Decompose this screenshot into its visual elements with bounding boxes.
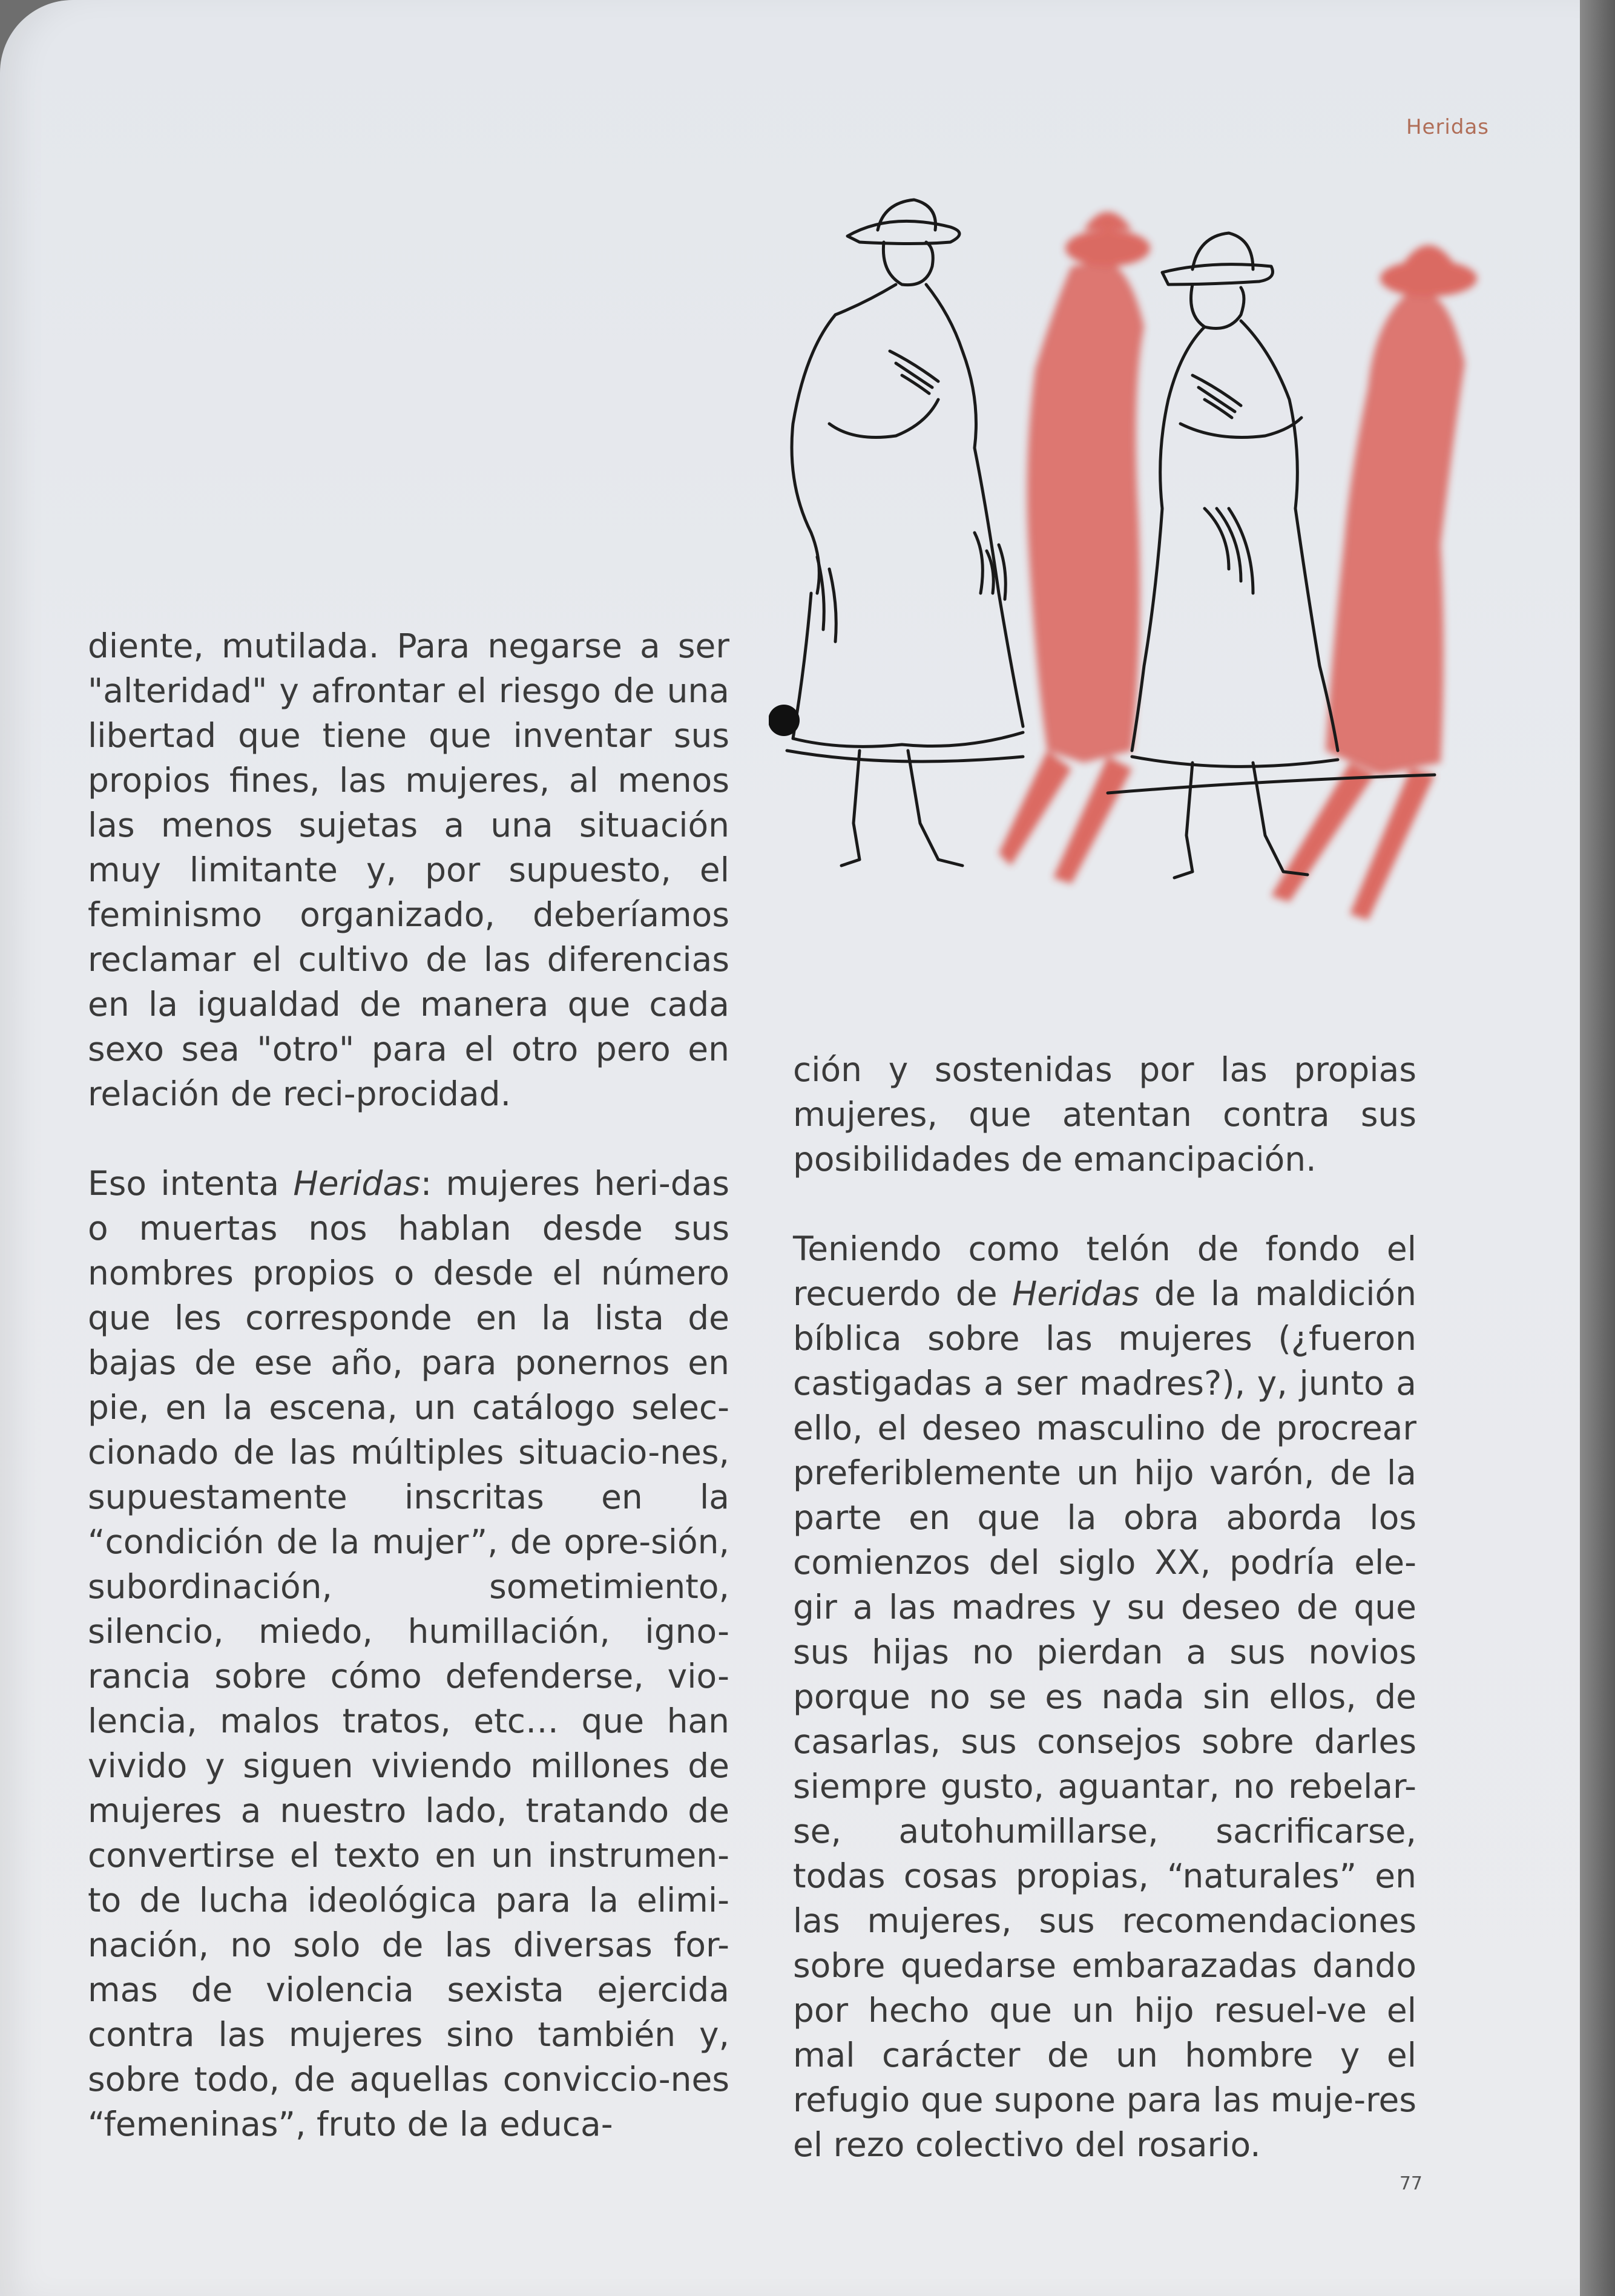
left-paragraph-2 <box>88 1161 729 2146</box>
red-shadow-figure-right <box>1271 245 1477 920</box>
left-paragraph-2-rest: : mujeres heri-das o muertas nos hablan desde sus nombres propios o desde el número que les corresponde en la lista de bajas de ese año, para ponernos en pie, en la escena, un catálogo selec-cionado de las múltiples situacio-nes, supuestamente inscritas en la “condición de la mujer”, de opre-sión, subordinación, sometimiento, silencio, miedo, humillación, igno-rancia sobre cómo defenderse, vio-lencia, malos tratos, etc… que han vivido y siguen viviendo millones de mujeres a nuestro lado, tratando de convertirse el texto en un instrumen-to de lucha ideológica para la elimi-nación, no solo de las diversas for-mas de violencia sexista ejercida contra las mujeres sino también y, sobre todo, de aquellas conviccio-nes “femeninas”, fruto de la educa- <box>88 1164 729 2143</box>
page-number: 77 <box>1399 2173 1423 2194</box>
ink-blot <box>769 705 800 736</box>
right-paragraph-1: ción y sostenidas por las propias mujeres, que atentan contra sus posibilidades de emancipación. <box>793 1050 1416 1179</box>
ink-figure-left <box>787 200 1023 866</box>
right-paragraph-2-start: Teniendo como telón de fondo el recuerdo de <box>793 1229 1416 1313</box>
book-spine-edge <box>1580 0 1615 2296</box>
illustration-women-and-red-shadows <box>769 169 1568 956</box>
right-paragraph-2-rest: de la maldición bíblica sobre las mujeres (¿fueron castigadas a ser madres?), y, junto a ello, el deseo masculino de procrear preferiblemente un hijo varón, de la parte en que la obra aborda los comienzos del siglo XX, podría ele-gir a las madres y su deseo de que sus hijas no pierdan a sus novios porque no se es nada sin ellos, de casarlas, sus consejos sobre darles siempre gusto, aguantar, no rebelar-se, autohumillarse, sacrificarse, todas cosas propias, “naturales” en las mujeres, sus recomendaciones sobre quedarse embarazadas dando por hecho que un hijo resuel-ve el mal carácter de un hombre y el refugio que supone para las muje-res el rezo colectivo del rosario. <box>793 1274 1416 2164</box>
left-paragraph-1: diente, mutilada. Para negarse a ser "alteridad" y afrontar el riesgo de una libertad que tiene que inventar sus propios fines, las mujeres, al menos las menos sujetas a una situación muy limitante y, por supuesto, el feminismo organizado, deberíamos reclamar el cultivo de las diferencias en la igualdad de manera que cada sexo sea "otro" para el otro pero en relación de reci-procidad. <box>88 627 729 1113</box>
left-paragraph-2-start: Eso intenta <box>88 1164 294 1203</box>
work-title-italic: Heridas <box>293 1164 421 1203</box>
work-title-italic: Heridas <box>1011 1274 1140 1313</box>
red-shadow-figure-left <box>999 212 1150 884</box>
right-paragraph-2 <box>793 1226 1416 2167</box>
running-head: Heridas <box>1406 115 1489 139</box>
right-text-column <box>793 1047 1416 2167</box>
left-text-column <box>88 623 729 2146</box>
